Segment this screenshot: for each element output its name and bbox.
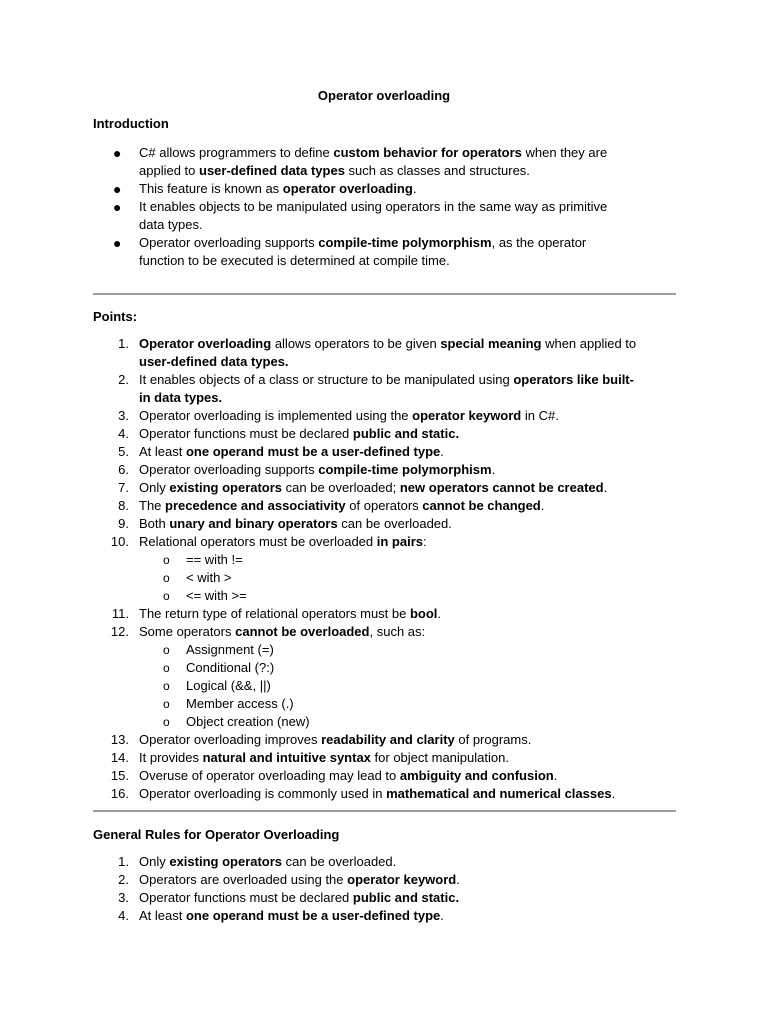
rule-list-item [93,853,683,871]
sub-item-text: < with > [186,570,232,585]
sub-bullet-marker: o [163,643,170,657]
points-heading: Points: [93,309,138,324]
bullet-text [139,199,607,232]
sub-bullet-marker: o [163,661,170,675]
point-list-item [93,425,683,443]
bold-text: operator keyword [412,408,522,423]
item-number: 4. [118,426,129,441]
bold-text: mathematical and numerical classes [386,786,612,801]
bold-text: user-defined data types [199,163,345,178]
sub-list-item [93,569,683,587]
text-run: At least [139,444,186,459]
item-number: 11. [111,606,129,621]
text-run: applied to [139,163,199,178]
text-run: At least [139,908,186,923]
bold-text: in pairs [376,534,424,549]
bold-text: user-defined data types. [139,354,289,369]
text-run: This feature is known as [139,181,283,196]
sub-item-text: Object creation (new) [186,714,310,729]
item-number: 10. [110,534,129,549]
sub-list-item [93,551,683,569]
item-number: 5. [118,444,129,459]
bullet-text [139,235,586,268]
item-text [139,516,452,531]
point-list-item [93,623,683,641]
document-title: Operator overloading [317,88,451,103]
introduction-heading: Introduction [93,116,169,131]
text-run: : [423,534,427,549]
item-number: 12. [110,624,129,639]
bold-text: readability and clarity [321,732,455,747]
point-list-item [93,335,683,371]
text-run: , as the operator [491,235,587,250]
rules-heading: General Rules for Operator Overloading [93,827,340,842]
bold-text: one operand must be a user-defined type [185,908,441,923]
intro-bullet-item [93,234,683,270]
sub-bullet-marker: o [163,589,170,603]
sub-bullet-marker: o [163,553,170,567]
item-number: 1. [118,854,129,869]
item-number: 7. [118,480,129,495]
text-run: Operator functions must be declared [139,890,353,905]
bold-text: special meaning [440,336,542,351]
introduction-bullet-list [93,144,683,270]
item-text [139,372,634,405]
bold-text: natural and intuitive syntax [202,750,371,765]
text-run: can be overloaded. [282,854,397,869]
sub-item-text: Logical (&&, ||) [186,678,271,693]
rule-list-item [93,889,683,907]
item-number: 15. [110,768,129,783]
text-run: such as classes and structures. [344,163,530,178]
item-number: 13. [110,732,129,747]
item-number: 3. [118,890,129,905]
item-number: 4. [118,908,129,923]
point-list-item [93,479,683,497]
text-run: Operator overloading supports [139,462,319,477]
bold-text: operator keyword [347,872,457,887]
point-list-item [93,767,683,785]
item-text [139,426,459,441]
text-run: when applied to [541,336,637,351]
sub-list-item [93,677,683,695]
point-list-item [93,443,683,461]
item-number: 1. [118,336,129,351]
bold-text: precedence and associativity [165,498,346,513]
rule-list-item [93,871,683,889]
text-run: It enables objects of a class or structure to be manipulated using [139,372,514,387]
text-run: . [553,768,558,783]
item-text [139,908,444,923]
point-list-item [93,749,683,767]
sub-item-text: Member access (.) [186,696,294,711]
bold-text: cannot be overloaded [235,624,370,639]
item-number: 2. [118,872,129,887]
text-run: Relational operators must be overloaded [139,534,377,549]
sub-item-text: Assignment (=) [186,642,274,657]
text-run: data types. [139,217,203,232]
point-list-item [93,497,683,515]
section-divider [93,810,676,812]
sub-item-text: == with != [186,552,243,567]
text-run: The [139,498,166,513]
bullet-marker: ● [113,199,122,215]
sub-bullet-marker: o [163,571,170,585]
text-run: in C#. [521,408,559,423]
bold-text: custom behavior for operators [333,145,522,160]
item-text [139,606,441,621]
bullet-text [139,181,416,196]
bold-text: ambiguity and confusion [399,768,554,783]
text-run: . [456,872,460,887]
text-run: Operator overloading supports [139,235,319,250]
item-text [139,750,509,765]
bullet-marker: ● [113,235,122,251]
text-run: . [440,908,444,923]
bullet-text [139,145,607,178]
text-run: . [611,786,616,801]
item-text [139,444,444,459]
bold-text: operators like built- [513,372,634,387]
text-run: Only [139,480,170,495]
item-text [139,624,425,639]
item-number: 3. [118,408,129,423]
text-run: Overuse of operator overloading may lead to [139,768,400,783]
bold-text: existing operators [169,480,283,495]
bold-text: public and static. [352,426,460,441]
sub-bullet-marker: o [163,679,170,693]
item-text [139,336,636,369]
item-text [139,534,427,549]
bold-text: one operand must be a user-defined type [185,444,441,459]
bold-text: existing operators [169,854,283,869]
item-text [139,768,557,783]
sub-list-item [93,587,683,605]
item-text [139,462,495,477]
text-run: Operator functions must be declared [139,426,353,441]
bold-text: public and static. [352,890,460,905]
points-numbered-list [93,335,683,803]
item-number: 6. [118,462,129,477]
sub-list-item [93,641,683,659]
item-text [139,408,559,423]
rule-list-item [93,907,683,925]
text-run: It provides [139,750,203,765]
bold-text: bool [409,606,438,621]
text-run: Only [139,854,170,869]
item-number: 9. [118,516,129,531]
text-run: . [437,606,442,621]
bold-text: in data types. [139,390,223,405]
point-list-item [93,533,683,551]
item-text [139,786,615,801]
text-run: . [603,480,608,495]
item-text [139,890,459,905]
text-run: . [540,498,545,513]
point-list-item [93,515,683,533]
text-run: Operator overloading is commonly used in [139,786,387,801]
text-run: . [440,444,444,459]
bold-text: unary and binary operators [169,516,338,531]
text-run: for object manipulation. [370,750,509,765]
rules-numbered-list [93,853,683,925]
bold-text: compile-time polymorphism [318,462,492,477]
text-run: Operators are overloaded using the [139,872,348,887]
bullet-marker: ● [113,181,122,197]
intro-bullet-item [93,198,683,234]
text-run: allows operators to be given [271,336,441,351]
text-run: . [491,462,496,477]
point-list-item [93,371,683,407]
sub-bullet-marker: o [163,697,170,711]
text-run: of operators [345,498,423,513]
item-number: 8. [118,498,129,513]
text-run: can be overloaded; [282,480,400,495]
text-run: Operator overloading improves [139,732,322,747]
item-number: 16. [110,786,129,801]
text-run: of programs. [454,732,532,747]
sub-list-item [93,695,683,713]
sub-bullet-marker: o [163,715,170,729]
intro-bullet-item [93,180,683,198]
text-run: when they are [521,145,608,160]
section-divider [93,293,676,295]
sub-item-text: <= with >= [186,588,247,603]
text-run: It enables objects to be manipulated using operators in the same way as primitive [139,199,608,214]
item-text [139,732,531,747]
bold-text: new operators cannot be created [399,480,604,495]
point-list-item [93,605,683,623]
text-run: . [412,181,417,196]
item-number: 14. [110,750,129,765]
bold-text: operator overloading [282,181,413,196]
item-text [139,872,460,887]
text-run: Some operators [139,624,236,639]
text-run: The return type of relational operators must be [139,606,410,621]
item-text [139,480,607,495]
text-run: can be overloaded. [337,516,452,531]
sub-item-text: Conditional (?:) [186,660,275,675]
point-list-item [93,461,683,479]
item-number: 2. [118,372,129,387]
item-text [139,498,544,513]
bold-text: cannot be changed [422,498,541,513]
point-list-item [93,785,683,803]
bullet-marker: ● [113,145,122,161]
bold-text: compile-time polymorphism [318,235,492,250]
text-run: function to be executed is determined at compile time. [139,253,450,268]
item-text [139,854,396,869]
text-run: Operator overloading is implemented using the [139,408,413,423]
text-run: C# allows programmers to define [139,145,334,160]
text-run: Both [139,516,170,531]
sub-list-item [93,713,683,731]
bold-text: Operator overloading [139,336,272,351]
point-list-item [93,731,683,749]
sub-list-item [93,659,683,677]
text-run: , such as: [369,624,426,639]
intro-bullet-item [93,144,683,180]
point-list-item [93,407,683,425]
